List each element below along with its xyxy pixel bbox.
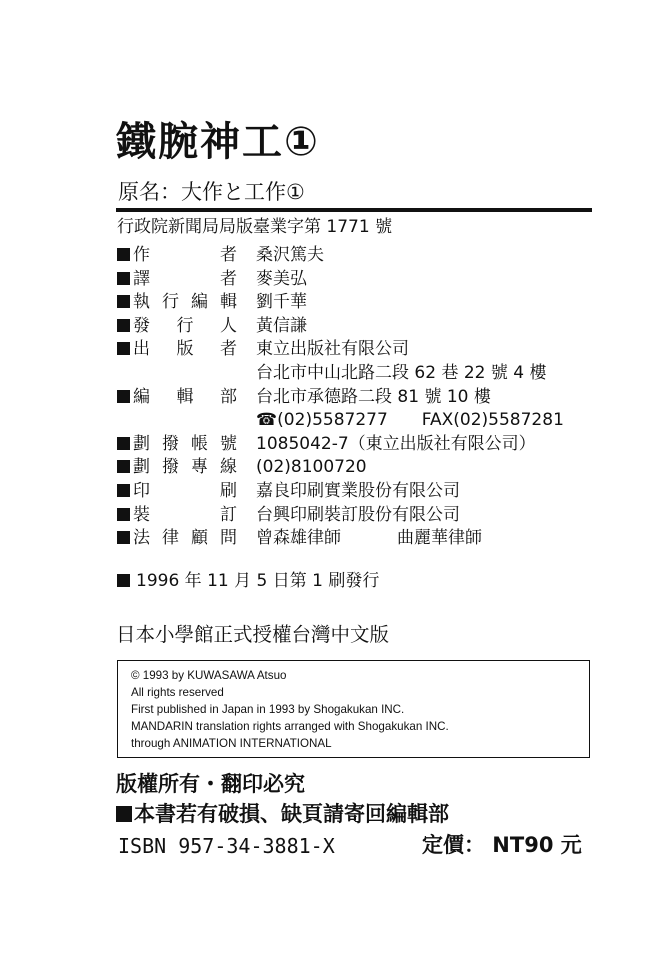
bullet-square-icon (117, 508, 130, 521)
credit-value: 台興印刷裝訂股份有限公司 (256, 504, 460, 525)
credit-label: 劃撥專線 (133, 457, 237, 478)
book-title: 鐵腕神工① (116, 119, 320, 165)
publication-date-text: 1996 年 11 月 5 日第 1 刷發行 (136, 571, 380, 591)
publication-date (117, 570, 379, 593)
bullet-square-icon (116, 806, 132, 822)
credit-value: 東立出版社有限公司 (256, 339, 409, 360)
return-notice (116, 800, 449, 828)
bullet-square-icon (117, 460, 130, 473)
copyright-line: © 1993 by KUWASAWA Atsuo (131, 669, 287, 682)
credit-label: 譯 者 (133, 268, 237, 289)
bullet-square-icon (117, 484, 130, 497)
credit-label: 發行人 (133, 315, 237, 336)
credit-value: 嘉良印刷實業股份有限公司 (256, 480, 460, 501)
bullet-square-icon (117, 295, 130, 308)
credit-row (117, 268, 587, 292)
credit-label: 印 刷 (133, 480, 237, 501)
credit-row (117, 504, 587, 528)
credit-row (117, 456, 587, 480)
credit-row (117, 433, 587, 457)
credit-value: 劉千華 (256, 292, 307, 313)
bullet-square-icon (117, 342, 130, 355)
credit-row (117, 338, 587, 362)
credit-row (117, 244, 587, 268)
credit-label: 劃撥帳號 (133, 433, 237, 454)
license-statement: 日本小學館正式授權台灣中文版 (116, 623, 390, 646)
credit-value: 麥美弘 (256, 268, 307, 289)
copyright-line: All rights reserved (131, 686, 224, 699)
bullet-square-icon (117, 248, 130, 261)
credit-row (117, 527, 587, 551)
credit-label: 法律顧問 (133, 528, 237, 549)
credit-value: 曾森雄律師 (256, 528, 341, 549)
credit-value-secondary: 曲麗華律師 (397, 528, 482, 549)
credit-value: 桑沢篤夫 (256, 245, 324, 265)
bullet-square-icon (117, 272, 130, 285)
credits-list (117, 244, 587, 551)
credit-value: ☎(02)5587277 FAX(02)5587281 (256, 410, 564, 431)
credit-label: 出版者 (133, 339, 237, 360)
isbn: ISBN 957-34-3881-X (118, 834, 335, 858)
credit-value: (02)8100720 (256, 457, 367, 478)
copyright-line: First published in Japan in 1993 by Shogakukan INC. (131, 703, 405, 716)
credit-label: 作 者 (133, 245, 237, 265)
credit-value: 台北市中山北路二段 62 巷 22 號 4 樓 (256, 362, 547, 383)
credit-value: 黃信謙 (256, 315, 307, 336)
bullet-square-icon (117, 437, 130, 450)
bullet-square-icon (117, 319, 130, 332)
credit-row (117, 480, 587, 504)
bullet-square-icon (117, 531, 130, 544)
credit-row (117, 409, 587, 433)
credit-label: 裝 訂 (133, 504, 237, 525)
original-title: 原名：大作と工作① (118, 180, 305, 204)
rights-notice: 版權所有・翻印必究 (116, 772, 305, 796)
credit-row (117, 315, 587, 339)
credit-value: 台北市承德路二段 81 號 10 樓 (256, 386, 491, 407)
return-notice-text: 本書若有破損、缺頁請寄回編輯部 (134, 802, 449, 826)
credit-row (117, 291, 587, 315)
credit-row (117, 362, 587, 386)
copyright-line: MANDARIN translation rights arranged with Shogakukan INC. (131, 720, 449, 733)
credit-label: 執行編輯 (133, 292, 237, 313)
credit-label: 編輯部 (133, 386, 237, 407)
publication-permit: 行政院新聞局局版臺業字第 1771 號 (117, 217, 393, 237)
divider-rule (116, 208, 592, 212)
credit-value: 1085042-7（東立出版社有限公司） (256, 433, 536, 454)
bullet-square-icon (117, 574, 130, 587)
copyright-line: through ANIMATION INTERNATIONAL (131, 737, 332, 750)
price: 定價： NT90 元 (422, 833, 582, 857)
bullet-square-icon (117, 390, 130, 403)
credit-row (117, 386, 587, 410)
copyright-box (117, 660, 590, 758)
